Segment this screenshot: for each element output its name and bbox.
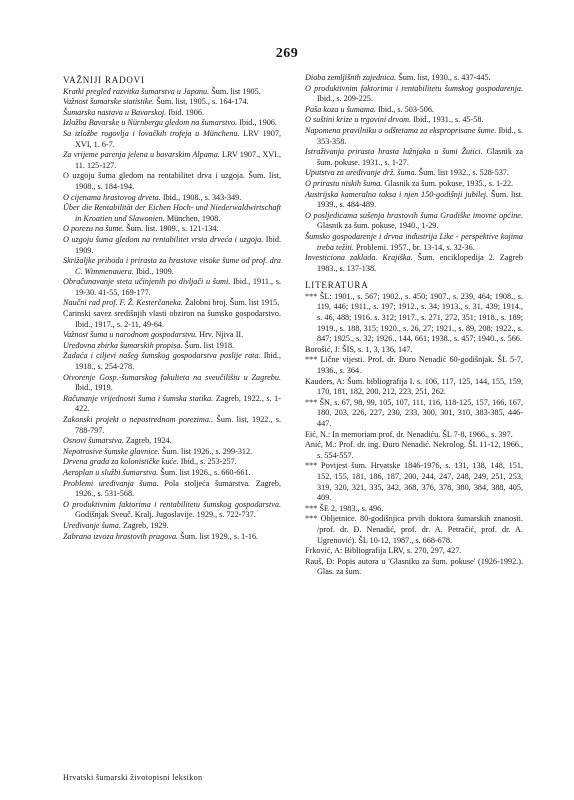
work-title: Aeroplan u službi šumarstva.: [63, 467, 159, 477]
work-source: Godišnjak Sveuč. Kralj. Jugoslavije. 1929., s. 722-737.: [75, 510, 256, 520]
work-source: Glasnik za šum. pokuse, 1940., 1-29.: [317, 221, 439, 231]
work-source: Ibid. 1906.: [166, 107, 205, 117]
work-title: Zabrana izvoza hrastovih pragova.: [63, 531, 179, 541]
bibliography-entry: [305, 105, 523, 116]
bibliography-entry: [63, 118, 281, 129]
work-title: Zadaća i ciljevi našeg šumskog gospodarstva poslije rata.: [63, 351, 261, 361]
work-source: Zagreb, 1924.: [123, 436, 172, 446]
work-source: Šum. list, 1930., s. 437-445.: [396, 73, 491, 82]
work-title: Važnost šuma u narodnom gospodarstvu.: [63, 330, 198, 340]
work-title: Kratki pregled razvitka šumarstva u Japanu.: [63, 86, 210, 96]
work-title: O produktivnim faktorima i rentabilitetu šumskog gospodarenja.: [305, 83, 523, 93]
bibliography-entry: [63, 447, 281, 458]
literature-entry: *** ŠL: 1901., s. 567; 1902., s. 450; 1907., s. 239, 464; 1908., s. 119, 446; 1911., s. 197; 1912., s. 34; 1913., s. 31, 439; 1914., s. 46, 488; 1916. s. 312; 1917., s. 271, 272, 351; 1918., s. 189; 1919., s. 188, 315; 1920., s. 26, 27; 1921., s. 89, 208; 1922., s. 847; 1925., s. 32; 1926., 144, 661; 1938., s. 457; 1940., s. 566.: [305, 291, 523, 344]
left-column: [63, 73, 281, 542]
work-title: Otvorenje Gosp.-šumarskog fakulteta na sveučilištu u Zagrebu.: [63, 372, 281, 382]
work-source: München, 1908.: [164, 213, 221, 223]
work-title: Izložba Bavarske u Nürnbergu gledom na šumarstvo.: [63, 118, 238, 128]
work-title: Nepotrosive šumske glavnice.: [63, 446, 160, 456]
bibliography-entry: [63, 277, 281, 298]
work-title: Šumsko gospodarenje i drvna industrija Like - perspektive kojima treba težiti.: [305, 231, 523, 252]
work-source: LRV 1907., XVI., 11. 125-127.: [75, 150, 281, 170]
work-title: Zakonski projekt o nepostrednom porezima..: [63, 415, 214, 424]
work-source: Šum. list 1932., s. 528-537.: [416, 168, 509, 178]
work-title: Investiciona zakladа. Krajiška.: [305, 253, 413, 263]
work-title: Napomena pravilniku o odštetama za eksproprisane šume.: [305, 125, 497, 135]
bibliography-entry: [63, 532, 281, 543]
works-list: [63, 87, 281, 543]
literature-entry: Rauš, Đ: Popis autora u 'Glasniku za šum. pokuse' (1926-1992.). Glas. za šum.: [305, 556, 523, 577]
bibliography-entry: [305, 211, 523, 232]
work-title: Austrijska kameralna taksa i njen 150-godišnji jubilej.: [305, 189, 489, 199]
literature-list: [305, 292, 523, 578]
work-source: Ibid., 1918., s. 254-278.: [75, 351, 281, 372]
page-footer: Hrvatski šumarski životopisni leksikon: [63, 773, 203, 782]
bibliography-entry: [63, 341, 281, 352]
work-source: Ibid. 1909.: [75, 234, 281, 255]
work-title: Uređivanje šuma.: [63, 520, 121, 530]
work-title: Računanje vrijednosti šuma i šumska statika.: [63, 393, 214, 403]
bibliography-entry: [63, 330, 281, 341]
bibliography-entry: [63, 97, 281, 108]
literature-entry: *** Obljetnice. 80-godišnjica prvih doktora šumarskih znanosti. /prof. dr. Đ. Nenadić, prof. dr. A. Petračić, prof. dr. A. Ugrenović). ŠL 10-12, 1987., s. 668-678.: [305, 514, 523, 545]
bibliography-entry: [63, 457, 281, 468]
section-heading-literature: LITERATURA: [305, 280, 369, 291]
bibliography-entry: [305, 179, 523, 190]
bibliography-entry: [305, 190, 523, 211]
bibliography-entry: [63, 203, 281, 224]
work-title: Über die Rentabilität der Eichen Hoch- und Niederwaldwirtschaft in Kroatien und Slawonien.: [63, 203, 281, 223]
bibliography-entry: [63, 415, 281, 436]
work-source: Šum. list. 1939., s. 484-489.: [317, 189, 523, 210]
bibliography-entry: [63, 468, 281, 479]
work-title: O produktivnim faktorima i rentabilitetu šumskog gospodarstva.: [63, 499, 281, 509]
work-source: Problemi. 1957., br. 13-14, s. 32-36.: [354, 242, 475, 252]
right-column: [305, 73, 523, 578]
works-list-continued: [305, 73, 523, 274]
literature-entry: Eić, N.: In memoriam prof. dr. Nenadiću. ŠL 7-8, 1966., s. 397.: [305, 429, 513, 439]
work-source: Carinski savez središnjih vlasti obziron na šumsko gospodarstvo. Ibid., 1917., s. 2-11, 49-64.: [63, 309, 281, 329]
literature-entry: *** Lične vijesti. Prof. dr. Đuro Nenadić 60-godišnjak. ŠL 5-7, 1936., s. 364.: [305, 355, 523, 376]
work-title: Drvena građa za kolonističke kuće.: [63, 457, 179, 467]
work-source: Glasnik za šum. pokuse, 1935., s. 1-22.: [382, 178, 514, 188]
work-source: Šum. list 1926., s. 299-312.: [159, 446, 253, 456]
work-source: Ibid., 1919.: [75, 383, 113, 393]
bibliography-entry: [63, 171, 281, 192]
literature-entry: *** ŠN, s. 67, 98, 99, 105, 107, 111, 116, 118-125, 157, 166, 167, 180, 203, 226, 227, 230, 233, 300, 301, 310, 383-385, 446-447.: [305, 397, 523, 428]
work-source: Šum. enciklopedija 2. Zagreb 1983., s. 137-138.: [317, 253, 523, 273]
work-title: O prirastu niskih šuma.: [305, 178, 383, 188]
bibliography-entry: [305, 147, 523, 168]
bibliography-entry: [63, 224, 281, 235]
work-title: Osnovi šumarstva.: [63, 436, 124, 446]
page-number: 269: [275, 46, 299, 61]
work-title: O uzgoju šuma gledom na rentabilitet vrsta drveća i uzgoja.: [63, 234, 264, 244]
literature-entry: Frković, A: Bibliografija LRV, s. 270, 297, 427.: [305, 546, 462, 556]
work-source: O uzgoju šuma gledom na rentabilitet drva i uzgoja. Šum. list, 1908., s. 184-194.: [63, 171, 281, 191]
work-source: Zagreb, 1929.: [120, 520, 169, 530]
literature-entry: Anić, M.: Prof. dr. ing. Đuro Nenadić. Nekrolog. ŠL 11-12, 1966., s. 554-557.: [305, 440, 523, 460]
work-title: Šumarska nastava u Bavarskoj.: [63, 107, 167, 117]
work-title: Istraživanja prirasta hrasta lužnjaka u šumi Žutici.: [305, 147, 483, 157]
work-source: Glasnik za šum. pokuse. 1931., s. 1-27.: [317, 147, 523, 167]
work-title: Za vrijeme parenja jelena u bavarskim Alpama.: [63, 150, 220, 160]
section-heading-works: VAŽNIJI RADOVI: [63, 75, 145, 85]
work-title: Uputstva za uređivanje drž. šuma.: [305, 168, 417, 178]
work-title: Važnost šumarske statistike.: [63, 97, 155, 107]
bibliography-entry: [63, 108, 281, 119]
work-source: Šum. list, 1905., s. 164-174.: [154, 97, 249, 107]
work-title: Problemi uređivanja šuma.: [63, 478, 159, 488]
work-title: Skrižaljke prihoda i prirasta za hrastove visoke šume od prof. dra C. Wimmenauera.: [63, 256, 281, 276]
bibliography-entry: [63, 394, 281, 415]
bibliography-entry: [63, 309, 281, 330]
bibliography-entry: [63, 235, 281, 256]
bibliography-entry: [63, 193, 281, 204]
bibliography-entry: [63, 373, 281, 394]
bibliography-entry: [305, 253, 523, 274]
work-source: Šum. list 1905.: [209, 86, 261, 96]
bibliography-entry: [305, 126, 523, 147]
bibliography-entry: [305, 115, 523, 126]
work-source: Šum. list 1926., s. 660-661.: [158, 467, 251, 477]
work-title: O suštini krize u trgovini drvom.: [305, 115, 412, 125]
work-source: Šum. list 1929., s. 1-16.: [178, 531, 259, 541]
work-source: Ibid., s. 353-358.: [317, 125, 524, 146]
work-source: Ibid., s. 253-257.: [178, 457, 237, 467]
bibliography-entry: [305, 73, 523, 84]
bibliography-entry: [63, 129, 281, 150]
bibliography-entry: [305, 168, 523, 179]
bibliography-entry: [63, 436, 281, 447]
work-source: Ibid., 1908., s. 343-349.: [160, 192, 242, 202]
literature-entry: Borošić, J: ŠIS, s. 1, 3, 136, 147.: [305, 344, 413, 354]
bibliography-entry: [63, 479, 281, 500]
work-title: O porezu na šume.: [63, 224, 125, 234]
work-title: Uređovna zbirka šumarskih propisa.: [63, 340, 183, 350]
bibliography-entry: [63, 521, 281, 532]
literature-entry: *** Povijest šum. Hrvatske 1846-1976, s. 131, 138, 148, 151, 152, 155, 181, 186, 187, 200, 244, 247, 248, 249, 251, 253, 319, 320, 321, 335, 342, 368, 376, 378, 380, 384, 388, 405, 409.: [305, 461, 523, 503]
work-source: Ibid., 1906.: [237, 118, 277, 128]
work-title: O cijenama hrastovog drveta.: [63, 192, 161, 202]
work-title: Naučni rad prof. F. Ž. Kesterčaneka.: [63, 298, 183, 308]
work-source: Zagreb, 1922., s. 1-422.: [75, 393, 281, 414]
work-title: Obračunavanje steta učinjenih po divljači u šumi.: [63, 277, 231, 287]
work-title: Sa izložbe rogovlja i lovačkih trofeja u München: [63, 128, 234, 138]
bibliography-entry: [63, 87, 281, 98]
work-source: Žalobni broj. Šum. list 1915.: [182, 298, 280, 308]
work-source: Šum. list. 1909., s. 121-134.: [124, 224, 219, 234]
work-source: Ibid., 1911., s. 19-30. 41-55, 169-177.: [75, 277, 281, 297]
work-source: Ibid., s. 209-225.: [317, 94, 373, 104]
work-source: Ibid., 1931., s. 45-58.: [411, 115, 484, 125]
bibliography-entry: [305, 232, 523, 253]
work-source: Šum. list, 1922., s. 788-797.: [75, 415, 281, 435]
work-title: Paša koza u šumama.: [305, 104, 376, 114]
work-title: O posljedicama sušenja hrastovih šuma Gradiške imovne općine.: [305, 210, 523, 220]
bibliography-entry: [63, 351, 281, 372]
bibliography-entry: [63, 150, 281, 171]
bibliography-entry: [63, 298, 281, 309]
literature-entry: *** ŠE 2, 1983., s. 496.: [305, 503, 384, 513]
literature-entry: Kauders, A: Šum. bibliografija I. s. 106, 117, 125, 144, 155, 159, 170, 181, 182, 200, 212, 223, 251, 262.: [305, 376, 523, 397]
bibliography-entry: [305, 84, 523, 105]
work-source: u. LRV 1907, XVI, 1. 6-7.: [75, 128, 281, 149]
work-title: Dioba zemljišnih zajednica.: [305, 73, 397, 82]
work-source: Pola stoljeća šumarstva. Zagreb, 1926., s. 531-568.: [75, 478, 281, 499]
work-source: Hrv. Njiva II.: [197, 330, 244, 340]
work-source: Šum. list 1918.: [182, 340, 235, 350]
bibliography-entry: [63, 256, 281, 277]
work-source: Ibid., 1909.: [133, 266, 174, 276]
work-source: Ibid., s. 503-506.: [375, 104, 434, 114]
bibliography-entry: [63, 500, 281, 521]
